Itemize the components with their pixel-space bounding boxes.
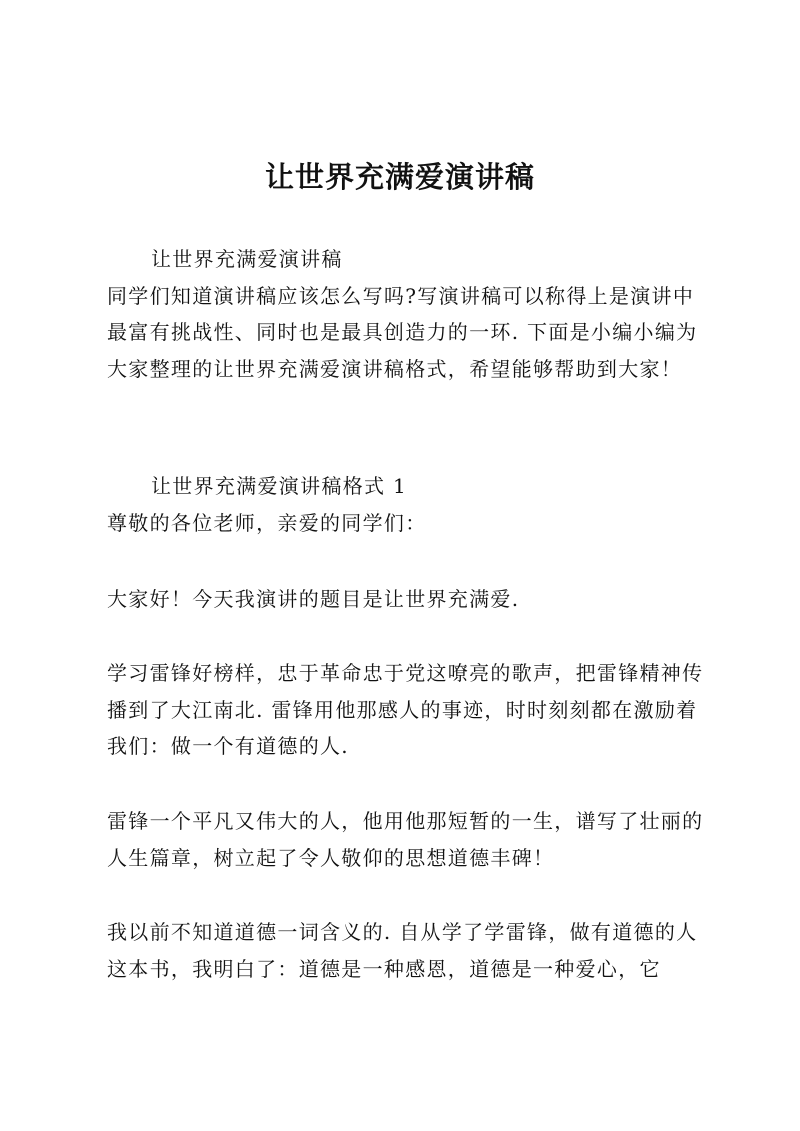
paragraph-2-block	[107, 803, 707, 876]
document-title: 让世界充满爱演讲稿	[264, 160, 535, 194]
intro-block	[107, 241, 707, 387]
intro-heading: 让世界充满爱演讲稿	[151, 247, 343, 271]
intro-paragraph: 同学们知道演讲稿应该怎么写吗?写演讲稿可以称得上是演讲中最富有挑战性、同时也是最具创造力的一环. 下面是小编小编为大家整理的让世界充满爱演讲稿格式，希望能够帮助到大家！	[107, 283, 698, 381]
paragraph-3: 我以前不知道道德一词含义的. 自从学了学雷锋，做有道德的人这本书，我明白了：道德是一种感恩，道德是一种爱心，它	[107, 920, 698, 981]
paragraph-3-block	[107, 914, 707, 987]
paragraph-1: 学习雷锋好榜样，忠于革命忠于党这嘹亮的歌声，把雷锋精神传播到了大江南北. 雷锋用他那感人的事迹，时时刻刻都在激励着我们：做一个有道德的人.	[107, 661, 704, 758]
section-heading: 让世界充满爱演讲稿格式 1	[151, 474, 407, 498]
paragraph-1-block	[107, 655, 707, 765]
salutation: 尊敬的各位老师，亲爱的同学们：	[107, 510, 427, 535]
paragraph-2: 雷锋一个平凡又伟大的人，他用他那短暂的一生，谱写了壮丽的人生篇章，树立起了令人敬仰的思想道德丰碑！	[107, 809, 704, 870]
greeting: 大家好！今天我演讲的题目是让世界充满爱.	[107, 587, 520, 611]
section-block	[107, 468, 707, 541]
greeting-block	[107, 581, 707, 618]
